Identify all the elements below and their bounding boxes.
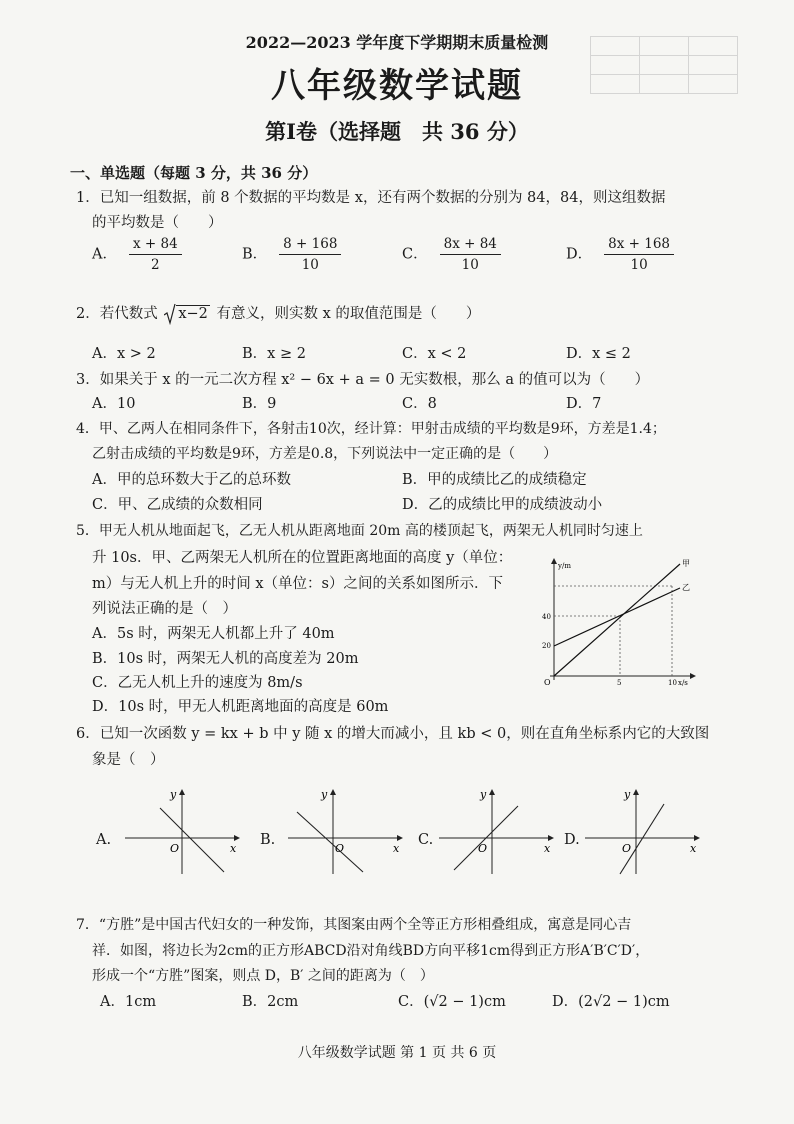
- denominator: 2: [151, 257, 160, 273]
- q1-option-d: [566, 236, 674, 273]
- y-axis-label: y/m: [558, 562, 571, 570]
- q2-option-c: C．x < 2: [402, 346, 467, 362]
- denominator: 10: [301, 257, 319, 273]
- q2-text: [76, 302, 480, 323]
- function-line: [620, 804, 664, 874]
- q7-option-b: B．2cm: [242, 994, 299, 1010]
- x-axis-arrow-icon: [694, 835, 700, 841]
- function-line: [297, 812, 363, 872]
- q2-option-d: D．x ≤ 2: [566, 346, 631, 362]
- x-axis-arrow-icon: [690, 673, 696, 679]
- line-yi: [554, 588, 680, 646]
- radical-sign-icon: [164, 303, 176, 325]
- y-label: y: [170, 788, 177, 801]
- q7-option-a: A．1cm: [100, 994, 157, 1010]
- q4-option-b: B．甲的成绩比乙的成绩稳定: [402, 472, 587, 488]
- fraction: [440, 236, 501, 273]
- q2-option-b: B．x ≥ 2: [242, 346, 306, 362]
- numerator: 8x + 84: [440, 236, 501, 255]
- q7-option-c: C．(√2 − 1)cm: [398, 994, 506, 1010]
- x-axis-label: x/s: [678, 679, 688, 687]
- function-line: [160, 808, 224, 872]
- q4-option-c: C．甲、乙成绩的众数相同: [92, 497, 263, 513]
- denominator: 10: [630, 257, 648, 273]
- y-axis-arrow-icon: [633, 789, 639, 795]
- page-footer: 八年级数学试题 第 1 页 共 6 页: [297, 1045, 497, 1061]
- origin-label: O: [170, 842, 180, 855]
- y-label: y: [480, 788, 487, 801]
- q3-option-c: C．8: [402, 396, 437, 412]
- x-label: x: [393, 842, 400, 855]
- q3-text: 3．如果关于 x 的一元二次方程 x² − 6x + a = 0 无实数根，那么 a 的值可以为（ ）: [76, 372, 650, 388]
- q2-prefix: 2．若代数式: [76, 306, 158, 322]
- q5-text-line4: 列说法正确的是（ ）: [92, 601, 237, 617]
- x-axis-arrow-icon: [397, 835, 403, 841]
- q5-option-d: D．10s 时，甲无人机距离地面的高度是 60m: [92, 699, 389, 715]
- q5-option-c: C．乙无人机上升的速度为 8m/s: [92, 675, 303, 691]
- option-label: A．: [92, 246, 117, 263]
- origin-label: O: [335, 842, 345, 855]
- q6-graph-b: [283, 786, 405, 876]
- y-tick-40: 40: [542, 613, 551, 621]
- q1-text-line1: 1．已知一组数据，前 8 个数据的平均数是 x，还有两个数据的分别为 84，84，则这组数据: [76, 190, 666, 206]
- origin-label: O: [544, 678, 551, 687]
- q5-text-line1: 5．甲无人机从地面起飞，乙无人机从距离地面 20m 高的楼顶起飞，两架无人机同时匀速上: [76, 523, 643, 539]
- option-label: D．: [566, 246, 593, 263]
- q7-text-line2: 祥．如图，将边长为2cm的正方形ABCD沿对角线BD方向平移1cm得到正方形A′B′C′D′，: [92, 943, 650, 959]
- q6-graph-c: [434, 786, 556, 876]
- q1-text-line2: 的平均数是（ ）: [92, 215, 223, 231]
- y-axis-arrow-icon: [551, 558, 557, 564]
- q3-option-b: B．9: [242, 396, 277, 412]
- q6-option-a-label: A.: [96, 832, 112, 848]
- fraction: [129, 236, 182, 273]
- x-axis-arrow-icon: [234, 835, 240, 841]
- x-tick-5: 5: [617, 679, 622, 687]
- q6-text-line2: 象是（ ）: [92, 752, 165, 768]
- option-label: B．: [242, 246, 268, 263]
- numerator: 8x + 168: [604, 236, 674, 255]
- q6-graph-a: [120, 786, 242, 876]
- y-axis-arrow-icon: [179, 789, 185, 795]
- q5-text-line3: m）与无人机上升的时间 x（单位：s）之间的关系如图所示．下: [92, 576, 503, 592]
- q6-graph-d: [580, 786, 702, 876]
- q3-option-a: A．10: [92, 396, 136, 412]
- origin-label: O: [478, 842, 488, 855]
- y-axis-arrow-icon: [489, 789, 495, 795]
- fraction: [279, 236, 341, 273]
- q4-option-d: D．乙的成绩比甲的成绩波动小: [402, 497, 603, 513]
- q5-option-a: A．5s 时，两架无人机都上升了 40m: [92, 626, 335, 642]
- q6-text-line1: 6．已知一次函数 y = kx + b 中 y 随 x 的增大而减小，且 kb < 0，则在直角坐标系内它的大致图: [76, 726, 710, 742]
- q7-text-line1: 7．“方胜”是中国古代妇女的一种发饰，其图案由两个全等正方形相叠组成，寓意是同心吉: [76, 917, 632, 933]
- q6-option-c-label: C.: [418, 832, 434, 848]
- denominator: 10: [461, 257, 479, 273]
- origin-label: O: [622, 842, 632, 855]
- x-tick-10: 10: [668, 679, 677, 687]
- q5-option-b: B．10s 时，两架无人机的高度差为 20m: [92, 651, 359, 667]
- radicand: x−2: [178, 306, 208, 322]
- x-axis-arrow-icon: [548, 835, 554, 841]
- radical: [164, 306, 210, 322]
- q4-text-line1: 4．甲、乙两人在相同条件下，各射击10次，经计算：甲射击成绩的平均数是9环，方差是1.4；: [76, 421, 666, 437]
- fraction: [604, 236, 674, 273]
- page-title: 八年级数学试题: [271, 66, 523, 106]
- x-label: x: [544, 842, 551, 855]
- numerator: x + 84: [129, 236, 182, 255]
- q1-option-b: [242, 236, 341, 273]
- q7-text-line3: 形成一个“方胜”图案，则点 D，B′ 之间的距离为（ ）: [92, 968, 434, 984]
- exam-name: 2022—2023 学年度下学期期末质量检测: [245, 33, 549, 52]
- x-label: x: [690, 842, 697, 855]
- y-tick-20: 20: [542, 642, 551, 650]
- numerator: 8 + 168: [279, 236, 341, 255]
- y-label: y: [321, 788, 328, 801]
- line-jia: [554, 564, 680, 676]
- score-box-row-line: [591, 55, 737, 56]
- line-jia-label: 甲: [682, 559, 690, 568]
- line-yi-label: 乙: [682, 583, 690, 592]
- q7-option-d: D．(2√2 − 1)cm: [552, 994, 670, 1010]
- q2-option-a: A．x > 2: [92, 346, 156, 362]
- q5-text-line2: 升 10s．甲、乙两架无人机所在的位置距离地面的高度 y（单位：: [92, 550, 513, 566]
- q5-graph: [540, 558, 700, 688]
- q6-option-d-label: D.: [564, 832, 580, 848]
- q6-option-b-label: B.: [260, 832, 276, 848]
- y-label: y: [624, 788, 631, 801]
- x-label: x: [230, 842, 237, 855]
- q3-option-d: D．7: [566, 396, 602, 412]
- section-heading: 一、单选题（每题 3 分，共 36 分）: [70, 164, 318, 182]
- q2-suffix: 有意义，则实数 x 的取值范围是（ ）: [216, 306, 481, 322]
- q1-option-c: [402, 236, 501, 273]
- part-heading: 第Ⅰ卷（选择题 共 36 分）: [265, 119, 529, 144]
- q4-text-line2: 乙射击成绩的平均数是9环，方差是0.8，下列说法中一定正确的是（ ）: [92, 446, 558, 462]
- y-axis-arrow-icon: [330, 789, 336, 795]
- q4-option-a: A．甲的总环数大于乙的总环数: [92, 472, 291, 488]
- q1-option-a: [92, 236, 182, 273]
- option-label: C．: [402, 246, 428, 263]
